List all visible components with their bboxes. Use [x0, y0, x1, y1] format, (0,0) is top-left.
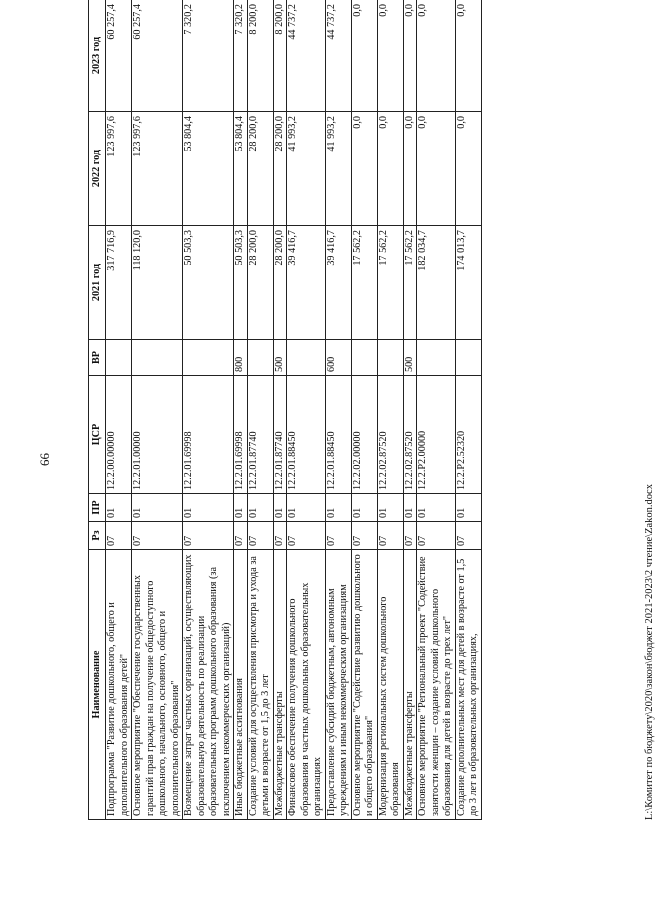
cell-name: Создание условий для осуществления присмотра и ухода за детьми в возрасте от 1,5 до 3 лет [247, 550, 273, 820]
header-pr: ПР [89, 494, 106, 522]
cell-vr: 800 [234, 340, 248, 376]
cell-2022: 0,0 [377, 112, 403, 226]
cell-csr: 12.2.P2.00000 [417, 376, 456, 494]
table-row [234, 0, 248, 820]
cell-name: Основное мероприятие "Региональный проект "Содействие занятости женщин – создание условий дошкольного образования для детей в возрасте до трех лет" [417, 550, 456, 820]
cell-2023: 0,0 [351, 0, 377, 112]
cell-name: Межбюджетные трансферты [403, 550, 417, 820]
cell-2021: 50 503,3 [183, 226, 234, 340]
cell-rz: 07 [273, 522, 287, 550]
cell-vr [351, 340, 377, 376]
cell-csr: 12.2.01.87740 [247, 376, 273, 494]
cell-vr: 500 [403, 340, 417, 376]
cell-csr: 12.2.00.00000 [106, 376, 132, 494]
cell-2021: 317 716,9 [106, 226, 132, 340]
cell-2022: 123 997,6 [106, 112, 132, 226]
table-row [325, 0, 351, 820]
cell-2022: 53 804,4 [234, 112, 248, 226]
cell-name: Основное мероприятие "Содействие развитию дошкольного и общего образования" [351, 550, 377, 820]
cell-csr: 12.2.01.88450 [325, 376, 351, 494]
cell-rz: 07 [183, 522, 234, 550]
cell-2022: 28 200,0 [247, 112, 273, 226]
cell-2022: 0,0 [455, 112, 481, 226]
cell-2021: 17 562,2 [377, 226, 403, 340]
cell-2021: 28 200,0 [247, 226, 273, 340]
cell-rz: 07 [455, 522, 481, 550]
cell-rz: 07 [351, 522, 377, 550]
cell-vr [377, 340, 403, 376]
cell-2023: 0,0 [403, 0, 417, 112]
cell-vr [132, 340, 183, 376]
cell-name: Основное мероприятие "Обеспечение государственных гарантий прав граждан на получение общедоступного дошкольного, начального, основного, общего и дополнительного образования" [132, 550, 183, 820]
cell-2021: 39 416,7 [287, 226, 326, 340]
header-2022: 2022 год [89, 112, 106, 226]
cell-2021: 50 503,3 [234, 226, 248, 340]
cell-csr: 12.2.01.88450 [287, 376, 326, 494]
cell-name: Модернизация региональных систем дошкольного образования [377, 550, 403, 820]
cell-pr: 01 [132, 494, 183, 522]
cell-rz: 07 [234, 522, 248, 550]
cell-2023: 44 737,2 [325, 0, 351, 112]
cell-vr: 600 [325, 340, 351, 376]
cell-vr [417, 340, 456, 376]
cell-2021: 17 562,2 [403, 226, 417, 340]
cell-pr: 01 [287, 494, 326, 522]
table-row [247, 0, 273, 820]
table-row [455, 0, 481, 820]
cell-csr: 12.2.01.00000 [132, 376, 183, 494]
header-csr: ЦСР [89, 376, 106, 494]
cell-rz: 07 [325, 522, 351, 550]
cell-2021: 28 200,0 [273, 226, 287, 340]
cell-2023: 60 257,4 [106, 0, 132, 112]
table-body [106, 0, 482, 820]
cell-name: Подпрограмма "Развитие дошкольного, общего и дополнительного образования детей" [106, 550, 132, 820]
cell-pr: 01 [351, 494, 377, 522]
header-vr: ВР [89, 340, 106, 376]
cell-pr: 01 [417, 494, 456, 522]
cell-2021: 182 034,7 [417, 226, 456, 340]
header-name: Наименование [89, 550, 106, 820]
table-row [417, 0, 456, 820]
cell-csr: 12.2.02.00000 [351, 376, 377, 494]
cell-2023: 60 257,4 [132, 0, 183, 112]
cell-rz: 07 [377, 522, 403, 550]
header-2021: 2021 год [89, 226, 106, 340]
cell-2023: 44 737,2 [287, 0, 326, 112]
cell-csr: 12.2.01.87740 [273, 376, 287, 494]
cell-2022: 0,0 [351, 112, 377, 226]
cell-rz: 07 [106, 522, 132, 550]
table-row [273, 0, 287, 820]
cell-2022: 53 804,4 [183, 112, 234, 226]
page-number: 66 [37, 453, 52, 466]
cell-2023: 0,0 [417, 0, 456, 112]
rotated-sheet [88, 0, 668, 820]
cell-pr: 01 [234, 494, 248, 522]
header-rz: Рз [89, 522, 106, 550]
cell-rz: 07 [403, 522, 417, 550]
header-2023: 2023 год [89, 0, 106, 112]
cell-vr [247, 340, 273, 376]
cell-vr [183, 340, 234, 376]
cell-2023: 8 200,0 [273, 0, 287, 112]
table-row [351, 0, 377, 820]
cell-vr [287, 340, 326, 376]
cell-rz: 07 [287, 522, 326, 550]
cell-pr: 01 [377, 494, 403, 522]
cell-2021: 17 562,2 [351, 226, 377, 340]
cell-name: Создание дополнительных мест для детей в возрасте от 1,5 до 3 лет в образовательных организациях, [455, 550, 481, 820]
cell-2022: 41 993,2 [325, 112, 351, 226]
cell-vr [455, 340, 481, 376]
cell-pr: 01 [403, 494, 417, 522]
table-row [132, 0, 183, 820]
cell-2022: 0,0 [417, 112, 456, 226]
cell-2023: 0,0 [377, 0, 403, 112]
cell-pr: 01 [247, 494, 273, 522]
cell-name: Возмещение затрат частных организаций, осуществляющих образовательную деятельность по реализации образовательных программ дошкольного образования (за исключением некоммерческих организаций) [183, 550, 234, 820]
cell-name: Предоставление субсидий бюджетным, автономным учреждениям и иным некоммерческим организациям [325, 550, 351, 820]
cell-csr: 12.2.01.69998 [234, 376, 248, 494]
cell-pr: 01 [325, 494, 351, 522]
cell-rz: 07 [132, 522, 183, 550]
budget-table [88, 0, 482, 820]
cell-pr: 01 [183, 494, 234, 522]
cell-vr: 500 [273, 340, 287, 376]
cell-2022: 0,0 [403, 112, 417, 226]
cell-csr: 12.2.02.87520 [403, 376, 417, 494]
table-row [183, 0, 234, 820]
cell-2023: 0,0 [455, 0, 481, 112]
table-row [287, 0, 326, 820]
cell-2023: 7 320,2 [183, 0, 234, 112]
cell-csr: 12.2.01.69998 [183, 376, 234, 494]
cell-name: Межбюджетные трансферты [273, 550, 287, 820]
cell-2022: 41 993,2 [287, 112, 326, 226]
table-row [106, 0, 132, 820]
table-row [377, 0, 403, 820]
cell-csr: 12.2.02.87520 [377, 376, 403, 494]
cell-2023: 8 200,0 [247, 0, 273, 112]
table-header-row [89, 0, 106, 820]
cell-2022: 28 200,0 [273, 112, 287, 226]
cell-name: Финансовое обеспечение получения дошкольного образования в частных дошкольных образовательных организациях [287, 550, 326, 820]
file-path-footer: L:\Комитет по бюджету\2020\закон\бюджет 2021-2023\2 чтение\Zakon.docx [644, 484, 655, 820]
cell-2021: 39 416,7 [325, 226, 351, 340]
cell-2022: 123 997,6 [132, 112, 183, 226]
cell-csr: 12.2.P2.52320 [455, 376, 481, 494]
cell-rz: 07 [247, 522, 273, 550]
cell-vr [106, 340, 132, 376]
cell-2021: 118 120,0 [132, 226, 183, 340]
cell-pr: 01 [106, 494, 132, 522]
cell-rz: 07 [417, 522, 456, 550]
cell-2021: 174 013,7 [455, 226, 481, 340]
cell-pr: 01 [455, 494, 481, 522]
cell-name: Иные бюджетные ассигнования [234, 550, 248, 820]
table-row [403, 0, 417, 820]
cell-pr: 01 [273, 494, 287, 522]
cell-2023: 7 320,2 [234, 0, 248, 112]
